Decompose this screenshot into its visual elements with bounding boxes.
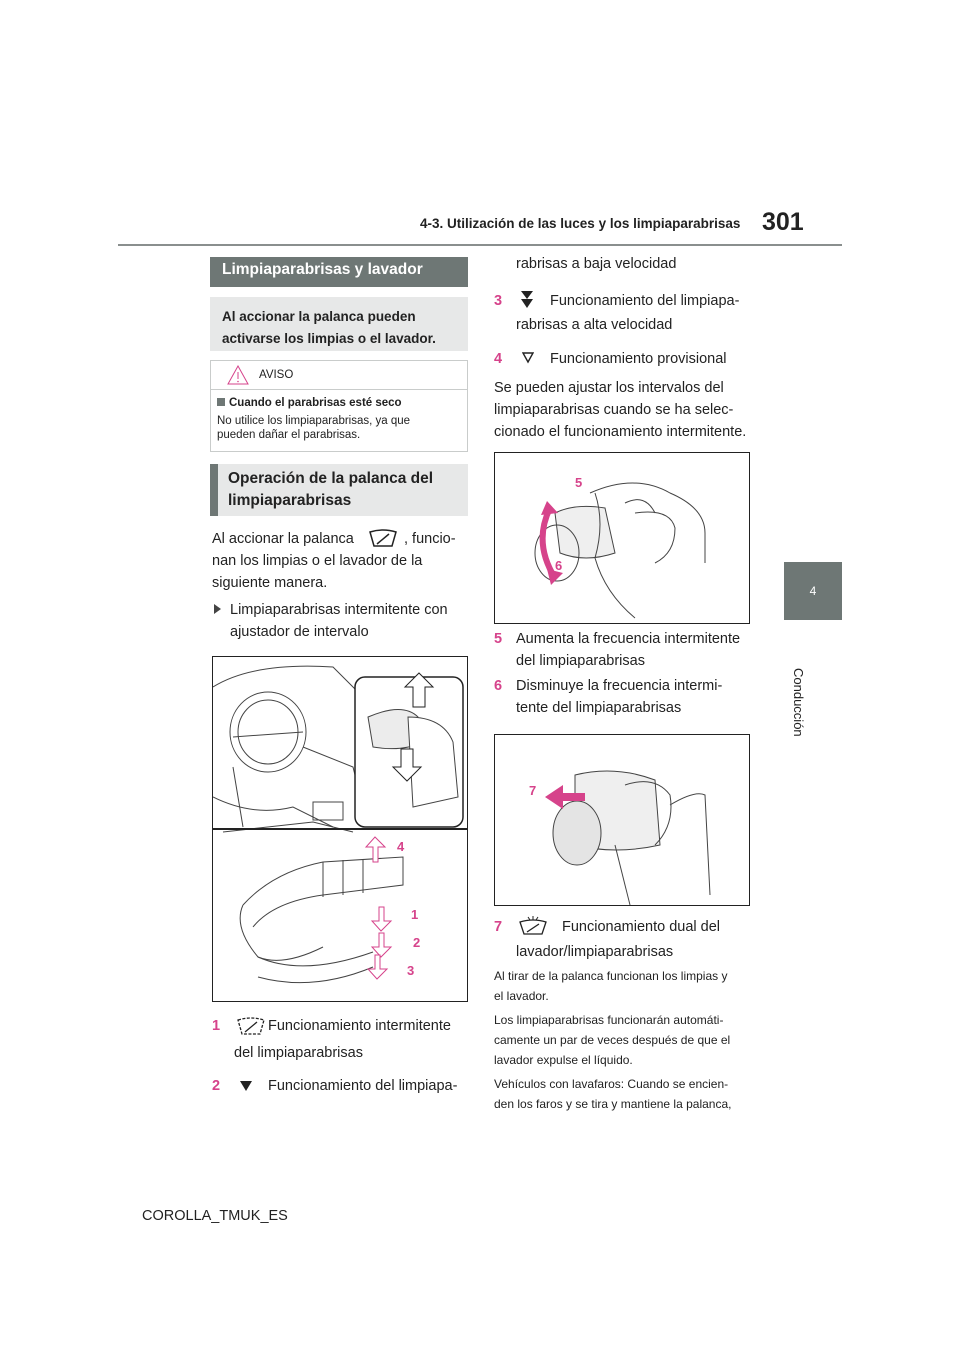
item-5 <box>494 628 741 650</box>
item-4-number: 4 <box>494 351 503 367</box>
note1-line1: Al tirar de la palanca funcionan los limpias y <box>494 969 728 983</box>
item-5-text: Aumenta la frecuencia intermitente <box>516 631 741 647</box>
item-6-line2: tente del limpiaparabrisas <box>516 700 682 716</box>
item-3-text: Funcionamiento del limpiapa- <box>550 293 740 309</box>
washer-illustration <box>495 735 749 905</box>
intro-line1b: , funcio- <box>404 531 456 547</box>
warning-box <box>210 360 468 452</box>
figure-label-1: 1 <box>411 907 419 922</box>
item-2 <box>212 1075 458 1097</box>
item-1-line2: del limpiaparabrisas <box>234 1045 363 1061</box>
interval-figure <box>494 452 750 624</box>
intro-line3: siguiente manera. <box>212 575 328 591</box>
wiper-icon <box>368 528 398 548</box>
chapter-label <box>782 668 812 778</box>
item-1 <box>212 1015 451 1037</box>
wiper-intermittent-icon <box>236 1016 266 1036</box>
lever-figure <box>212 656 468 1002</box>
interval-paragraph <box>494 377 754 443</box>
header-title: 4-3. Utilización de las luces y los limpiaparabrisas <box>420 216 741 231</box>
item-6-number: 6 <box>494 678 503 694</box>
interval-line3: cionado el funcionamiento intermitente. <box>494 424 747 440</box>
figure-label-2: 2 <box>413 935 421 950</box>
square-bullet-icon <box>217 398 225 406</box>
item-3-line2: rabrisas a alta velocidad <box>516 317 673 333</box>
item-1-number: 1 <box>212 1018 221 1034</box>
section-title-wipers: Limpiaparabrisas y lavador <box>210 257 468 287</box>
interval-illustration <box>495 453 749 623</box>
washer-icon <box>518 916 548 936</box>
lever-illustration <box>213 657 467 1001</box>
washer-figure <box>494 734 750 906</box>
item-2-number: 2 <box>212 1078 221 1094</box>
note1-line2: el lavador. <box>494 989 549 1003</box>
figure-label-4: 4 <box>397 839 405 854</box>
item-3 <box>494 290 740 312</box>
item-4 <box>494 348 727 370</box>
intro-line1a: Al accionar la palanca <box>212 531 354 547</box>
bullet-line2: ajustador de intervalo <box>230 624 369 640</box>
chapter-tab[interactable] <box>784 562 842 620</box>
warning-text-line2: pueden dañar el parabrisas. <box>217 428 361 441</box>
section-title-lever <box>210 464 468 516</box>
page-number: 301 <box>762 208 804 236</box>
subtitle-line1: Al accionar la palanca pueden <box>222 309 416 324</box>
item-6 <box>494 675 723 697</box>
item-4-text: Funcionamiento provisional <box>550 351 727 367</box>
note2-line1: Los limpiaparabrisas funcionarán automáti- <box>494 1013 724 1027</box>
mist-icon <box>522 352 534 364</box>
warning-label: AVISO <box>259 369 294 381</box>
item-3-number: 3 <box>494 293 503 309</box>
intro-line2: nan los limpias o el lavador de la <box>212 553 423 569</box>
figure-label-5: 5 <box>575 475 583 490</box>
figure-label-3: 3 <box>407 963 415 978</box>
item-6-text: Disminuye la frecuencia intermi- <box>516 678 723 694</box>
intro-paragraph <box>212 528 468 594</box>
note3-line1: Vehículos con lavafaros: Cuando se encien- <box>494 1077 729 1091</box>
warning-text <box>217 415 463 442</box>
bullet-line1: Limpiaparabrisas intermitente con <box>230 602 448 618</box>
subtitle-line2: activarse los limpias o el lavador. <box>222 331 436 346</box>
section2-line2: limpiaparabrisas <box>228 492 352 509</box>
item-7-line2: lavador/limpiaparabrisas <box>516 944 674 960</box>
high-speed-icon <box>520 290 534 310</box>
low-speed-icon <box>240 1080 252 1092</box>
warning-text-line1: No utilice los limpiaparabrisas, ya que <box>217 415 411 427</box>
item-7 <box>494 916 720 938</box>
note3-line2: den los faros y se tira y mantiene la palanca, <box>494 1097 732 1111</box>
section2-line1: Operación de la palanca del <box>228 470 434 487</box>
triangle-bullet-icon <box>214 604 221 614</box>
warning-triangle-icon <box>227 365 249 385</box>
item-5-line2: del limpiaparabrisas <box>516 653 645 669</box>
section-subtitle <box>210 297 468 351</box>
item-5-number: 5 <box>494 631 503 647</box>
item-1-text: Funcionamiento intermitente <box>268 1018 451 1034</box>
note2-line2: camente un par de veces después de que el <box>494 1033 731 1047</box>
figure-label-6: 6 <box>555 558 563 573</box>
warning-heading-text: Cuando el parabrisas esté seco <box>229 397 402 409</box>
item-2-text: Funcionamiento del limpiapa- <box>268 1078 458 1094</box>
item-7-text: Funcionamiento dual del <box>562 919 720 935</box>
interval-line1: Se pueden ajustar los intervalos del <box>494 380 724 396</box>
chapter-label-text: Conducción <box>791 668 806 737</box>
item-2-line2: rabrisas a baja velocidad <box>516 256 677 272</box>
chapter-number: 4 <box>809 584 817 598</box>
notes-block <box>494 966 756 1114</box>
warning-heading <box>217 397 402 409</box>
footer-model: COROLLA_TMUK_ES <box>142 1208 288 1224</box>
warning-header <box>211 361 467 390</box>
header-divider <box>118 244 842 246</box>
interval-line2: limpiaparabrisas cuando se ha selec- <box>494 402 734 418</box>
note2-line3: lavador expulse el líquido. <box>494 1053 633 1067</box>
figure-label-7: 7 <box>529 783 537 798</box>
item-7-number: 7 <box>494 919 503 935</box>
